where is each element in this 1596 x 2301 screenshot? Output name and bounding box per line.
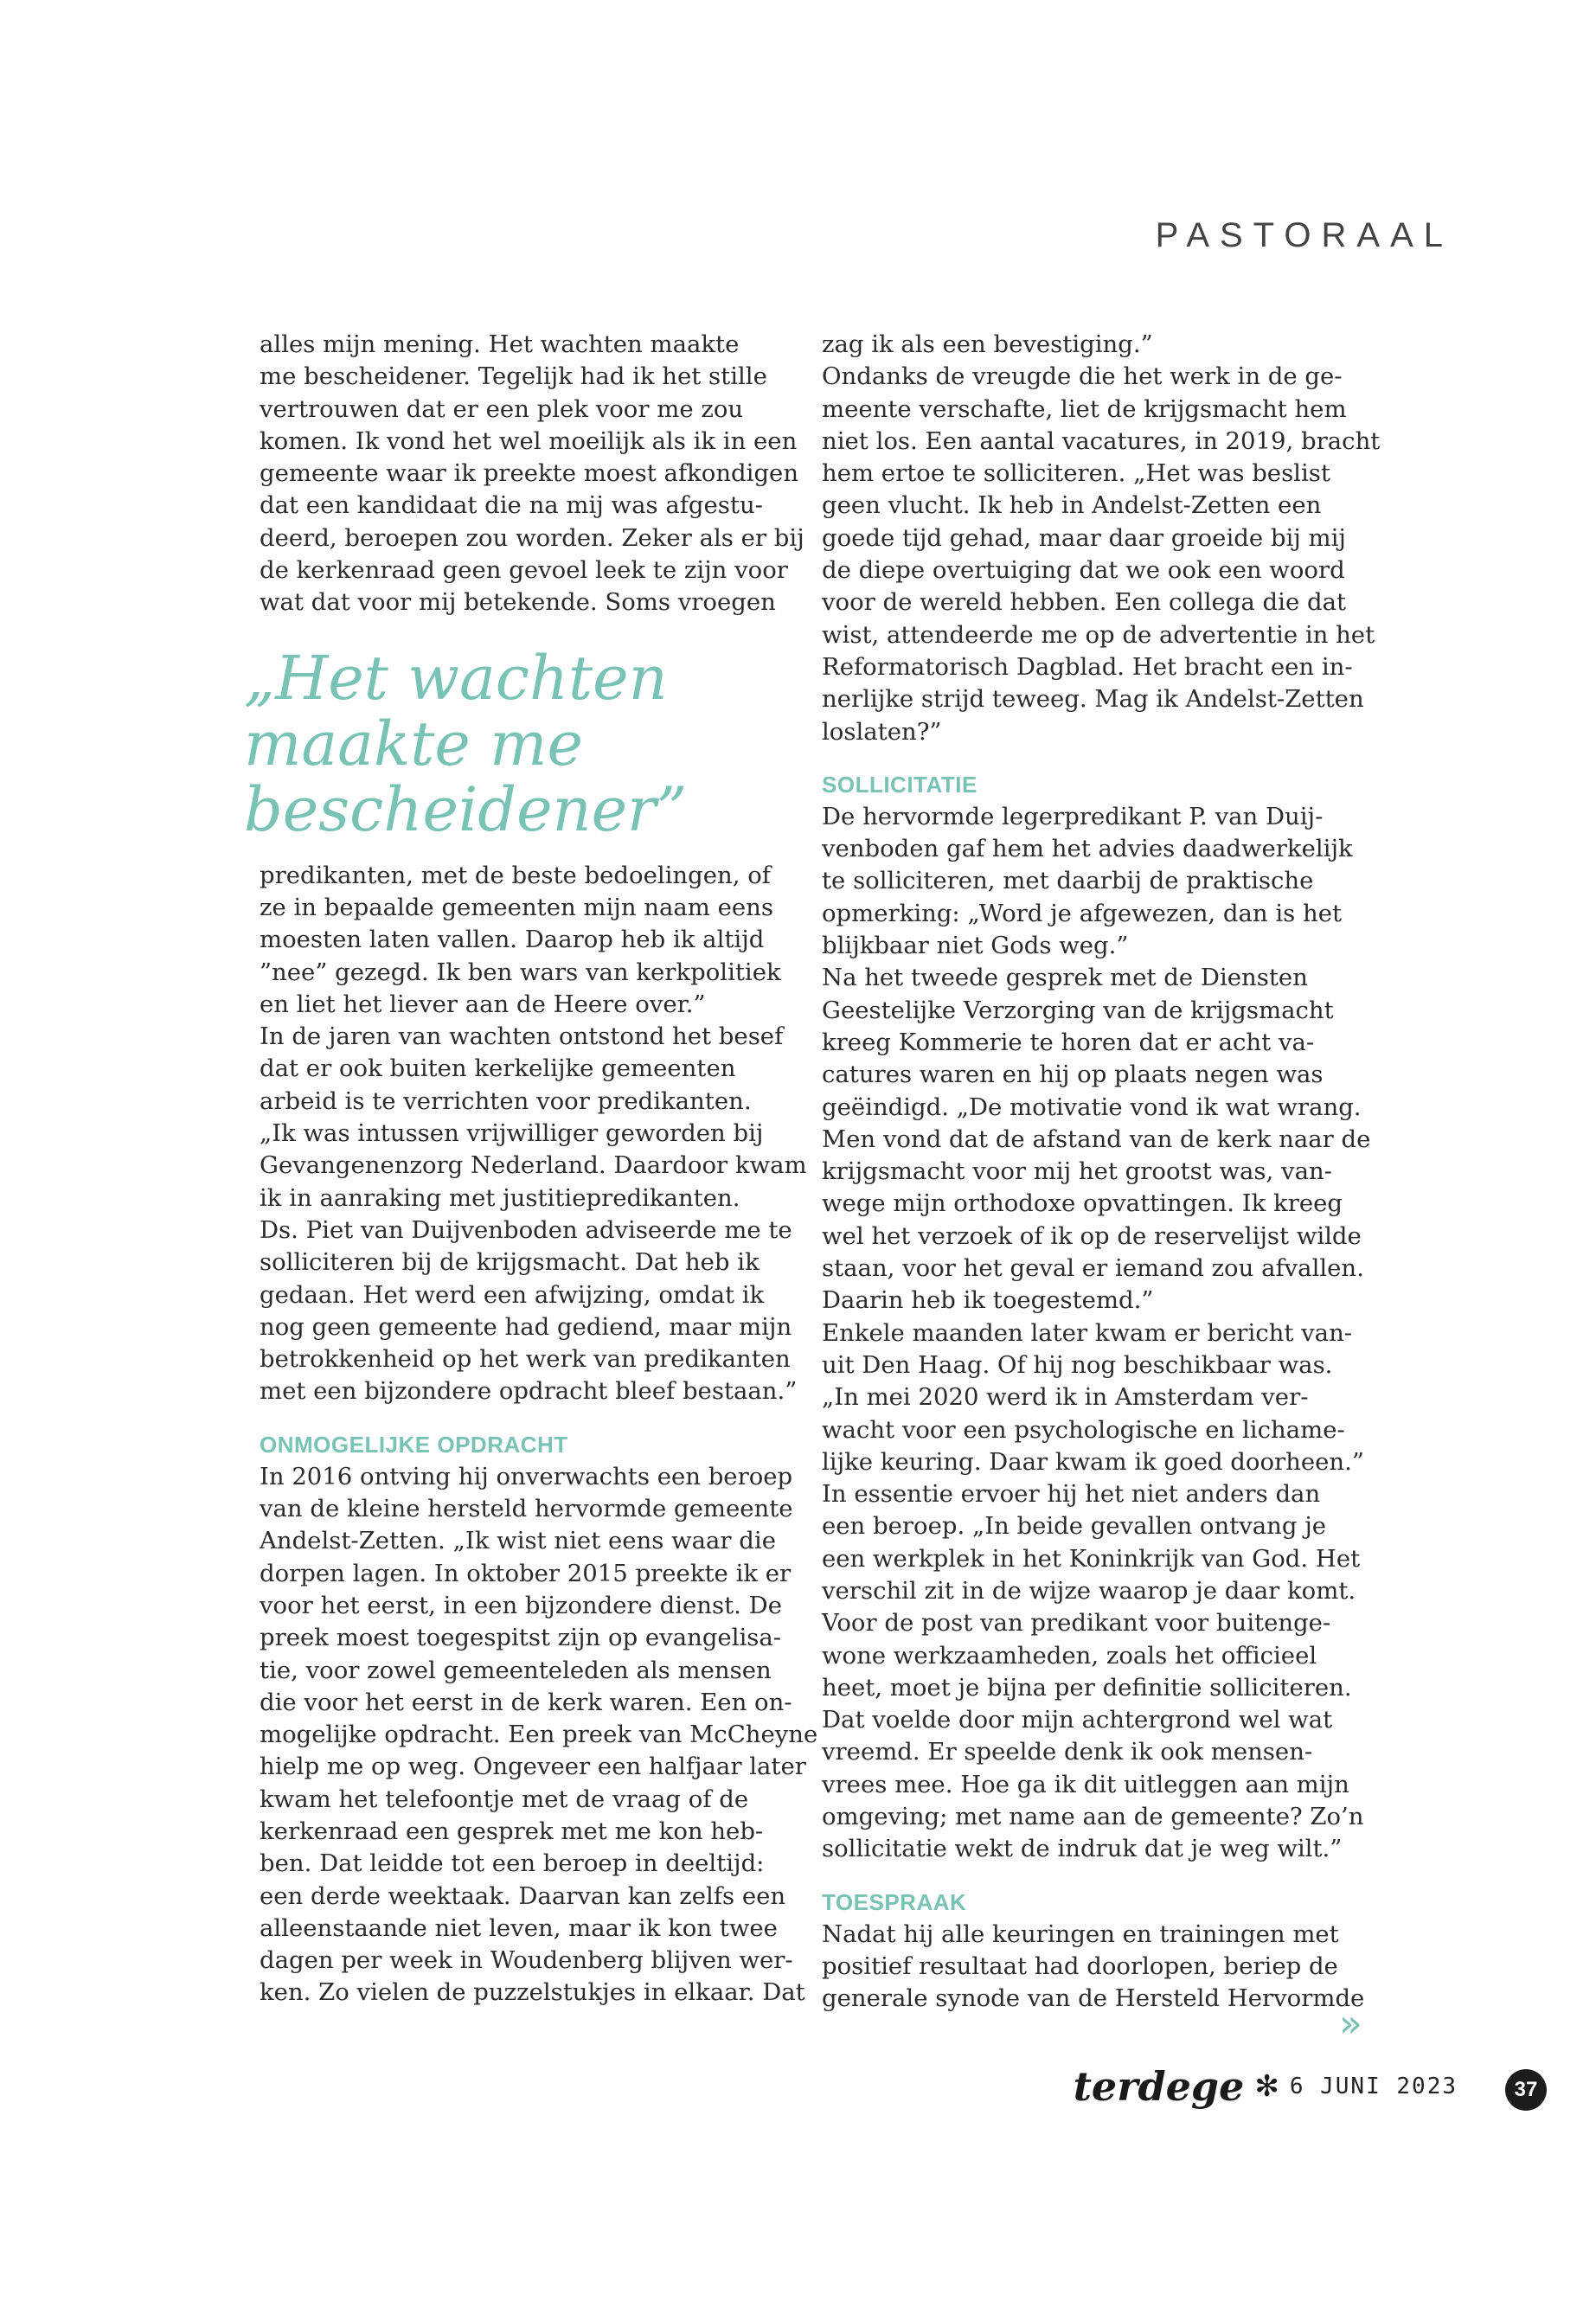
text-line: dat er ook buiten kerkelijke gemeenten	[260, 1054, 736, 1083]
text-line: mogelijke opdracht. Een preek van McCheyne	[260, 1721, 818, 1749]
text-line: Ondanks de vreugde die het werk in de ge-	[822, 362, 1343, 391]
text-line: betrokkenheid op het werk van predikanten	[260, 1345, 791, 1374]
text-line: vreemd. Er speelde denk ik ook mensen-	[822, 1738, 1313, 1766]
text-line: Daarin heb ik toegestemd.”	[822, 1286, 1154, 1315]
text-line: kwam het telefoontje met de vraag of de	[260, 1785, 749, 1813]
text-line: ken. Zo vielen de puzzelstukjes in elkaar. Dat	[260, 1978, 805, 2007]
brand-logo: terdege	[1073, 2063, 1245, 2110]
text-line: Men vond dat de afstand van de kerk naar de	[822, 1125, 1371, 1153]
text-line: solliciteren bij de krijgsmacht. Dat heb ik	[260, 1248, 760, 1277]
text-line: catures waren en hij op plaats negen was	[822, 1061, 1324, 1089]
text-line: ze in bepaalde gemeenten mijn naam eens	[260, 893, 773, 921]
text-line: dorpen lagen. In oktober 2015 preekte ik er	[260, 1559, 792, 1587]
text-line: kerkenraad een gesprek met me kon heb-	[260, 1817, 764, 1845]
text-line: goede tijd gehad, maar daar groeide bij mij	[822, 523, 1346, 552]
text-line: wone werkzaamheden, zoals het officieel	[822, 1641, 1317, 1670]
text-line: krijgsmacht voor mij het grootst was, van-	[822, 1157, 1332, 1186]
text-line: nerlijke strijd teweeg. Mag ik Andelst-Zetten	[822, 685, 1364, 714]
text-line: Gevangenenzorg Nederland. Daardoor kwam	[260, 1151, 807, 1180]
text-line: In de jaren van wachten ontstond het besef	[260, 1022, 784, 1051]
text-line: wel het verzoek of ik op de reservelijst wilde	[822, 1221, 1362, 1250]
text-line: nog geen gemeente had gediend, maar mijn	[260, 1312, 792, 1341]
right-para-1	[822, 329, 1381, 748]
text-line: ”nee” gezegd. Ik ben wars van kerkpolitiek	[260, 958, 781, 986]
left-column	[244, 329, 818, 2009]
subhead-sollicitatie: SOLLICITATIE	[822, 771, 977, 798]
right-para-2	[822, 801, 1371, 1866]
text-line: tie, voor zowel gemeenteleden als mensen	[260, 1656, 772, 1684]
left-para-3	[260, 1461, 818, 2009]
text-line: een werkplek in het Koninkrijk van God. Het	[822, 1544, 1361, 1573]
text-line: gedaan. Het werd een afwijzing, omdat ik	[260, 1280, 765, 1309]
text-line: voor het eerst, in een bijzondere dienst. De	[260, 1591, 782, 1619]
footer	[1074, 2063, 1458, 2110]
continue-chevron-icon: »	[1339, 2002, 1362, 2046]
text-line: de diepe overtuiging dat we ook een woord	[822, 556, 1345, 585]
right-para-3	[822, 1919, 1365, 2016]
text-line: niet los. Een aantal vacatures, in 2019, bracht	[822, 426, 1381, 455]
text-line: Nadat hij alle keuringen en trainingen met	[822, 1920, 1339, 1948]
right-column	[822, 329, 1381, 2016]
text-line: uit Den Haag. Of hij nog beschikbaar was.	[822, 1350, 1333, 1379]
text-line: alleenstaande niet leven, maar ik kon twee	[260, 1913, 778, 1942]
text-line: van de kleine hersteld hervormde gemeente	[260, 1495, 793, 1523]
text-line: moesten laten vallen. Daarop heb ik altijd	[260, 926, 765, 954]
text-line: In 2016 ontving hij onverwachts een beroep	[260, 1462, 793, 1490]
asterisk-icon: ✻	[1254, 2069, 1279, 2104]
text-line: verschil zit in de wijze waarop je daar komt.	[822, 1576, 1356, 1605]
text-line: geen vlucht. Ik heb in Andelst-Zetten een	[822, 491, 1322, 520]
text-line: wist, attendeerde me op de advertentie in het	[822, 620, 1375, 649]
text-line: arbeid is te verrichten voor predikanten.	[260, 1086, 752, 1115]
text-line: zag ik als een bevestiging.”	[822, 330, 1153, 358]
text-line: met een bijzondere opdracht bleef bestaan.”	[260, 1377, 798, 1406]
subhead-onmogelijke-opdracht: ONMOGELIJKE OPDRACHT	[260, 1431, 568, 1458]
text-line: „Ik was intussen vrijwilliger geworden bij	[260, 1119, 764, 1148]
left-para-2	[260, 860, 807, 1408]
text-line: loslaten?”	[822, 717, 942, 746]
subhead-toespraak: TOESPRAAK	[822, 1888, 967, 1915]
left-para-1	[260, 329, 804, 619]
text-line: gemeente waar ik preekte moest afkondigen	[260, 459, 799, 488]
page-number: 37	[1505, 2069, 1547, 2111]
text-line: predikanten, met de beste bedoelingen, of	[260, 861, 771, 889]
text-line: Enkele maanden later kwam er bericht van-	[822, 1318, 1353, 1347]
text-line: Geestelijke Verzorging van de krijgsmacht	[822, 996, 1334, 1024]
text-line: sollicitatie wekt de indruk dat je weg wilt.”	[822, 1835, 1343, 1863]
text-line: Dat voelde door mijn achtergrond wel wat	[822, 1706, 1333, 1734]
text-line: generale synode van de Hersteld Hervormde	[822, 1984, 1365, 2013]
text-line: vertrouwen dat er een plek voor me zou	[260, 394, 744, 423]
text-line: ben. Dat leidde tot een beroep in deeltijd:	[260, 1849, 765, 1878]
text-line: lijke keuring. Daar kwam ik goed doorheen.”	[822, 1447, 1364, 1476]
text-line: me bescheidener. Tegelijk had ik het stille	[260, 362, 767, 391]
text-line: preek moest toegespitst zijn op evangelisa-	[260, 1624, 782, 1652]
text-line: ik in aanraking met justitiepredikanten.	[260, 1183, 740, 1212]
text-line: positief resultaat had doorlopen, beriep de	[822, 1952, 1338, 1980]
text-line: hielp me op weg. Ongeveer een halfjaar later	[260, 1753, 806, 1781]
text-line: Reformatorisch Dagblad. Het bracht een in-	[822, 652, 1353, 681]
text-line: en liet het liever aan de Heere over.”	[260, 990, 706, 1018]
text-line: In essentie ervoer hij het niet anders dan	[822, 1480, 1321, 1509]
text-line: komen. Ik vond het wel moeilijk als ik in een	[260, 426, 798, 455]
text-line: kreeg Kommerie te horen dat er acht va-	[822, 1028, 1315, 1056]
text-line: Andelst-Zetten. „Ik wist niet eens waar die	[260, 1527, 776, 1555]
text-line: hem ertoe te solliciteren. „Het was beslist	[822, 459, 1330, 488]
text-line: Na het tweede gesprek met de Diensten	[822, 964, 1308, 992]
text-line: Voor de post van predikant voor buitenge-	[822, 1609, 1331, 1638]
text-line: blijkbaar niet Gods weg.”	[822, 932, 1129, 960]
text-line: alles mijn mening. Het wachten maakte	[260, 330, 740, 358]
section-label: PASTORAAL	[1155, 216, 1453, 254]
text-line: die voor het eerst in de kerk waren. Een on-	[260, 1688, 792, 1716]
text-line: Ds. Piet van Duijvenboden adviseerde me te	[260, 1215, 792, 1244]
text-line: wacht voor een psychologische en lichame-	[822, 1415, 1345, 1444]
text-line: omgeving; met name aan de gemeente? Zo’n	[822, 1803, 1364, 1831]
issue-date: 6 JUNI 2023	[1289, 2073, 1458, 2099]
text-line: dat een kandidaat die na mij was afgestu-	[260, 491, 763, 520]
text-line: te solliciteren, met daarbij de praktische	[822, 867, 1314, 895]
text-line: opmerking: „Word je afgewezen, dan is het	[822, 899, 1343, 927]
text-line: bescheidener”	[244, 773, 688, 845]
text-line: heet, moet je bijna per definitie solliciteren.	[822, 1673, 1352, 1702]
text-line: venboden gaf hem het advies daadwerkelijk	[822, 835, 1353, 863]
text-line: „Het wachten	[244, 642, 668, 714]
text-line: meente verschafte, liet de krijgsmacht hem	[822, 394, 1347, 423]
text-line: voor de wereld hebben. Een collega die dat	[822, 588, 1347, 617]
text-line: „In mei 2020 werd ik in Amsterdam ver-	[822, 1383, 1309, 1412]
pull-quote	[244, 642, 787, 845]
text-line: wege mijn orthodoxe opvattingen. Ik kreeg	[822, 1189, 1343, 1218]
text-line: een beroep. „In beide gevallen ontvang je	[822, 1512, 1327, 1541]
text-line: de kerkenraad geen gevoel leek te zijn voor	[260, 556, 788, 585]
text-line: vrees mee. Hoe ga ik dit uitleggen aan mijn	[822, 1770, 1349, 1798]
text-line: deerd, beroepen zou worden. Zeker als er bij	[260, 523, 804, 552]
text-line: een derde weektaak. Daarvan kan zelfs een	[260, 1881, 786, 1910]
text-line: De hervormde legerpredikant P. van Duij-	[822, 802, 1324, 830]
text-line: staan, voor het geval er iemand zou afvallen.	[822, 1254, 1364, 1283]
text-line: maakte me	[244, 708, 583, 779]
text-line: geëindigd. „De motivatie vond ik wat wrang.	[822, 1093, 1362, 1121]
text-line: wat dat voor mij betekende. Soms vroegen	[260, 588, 776, 617]
text-line: dagen per week in Woudenberg blijven wer-	[260, 1946, 793, 1975]
